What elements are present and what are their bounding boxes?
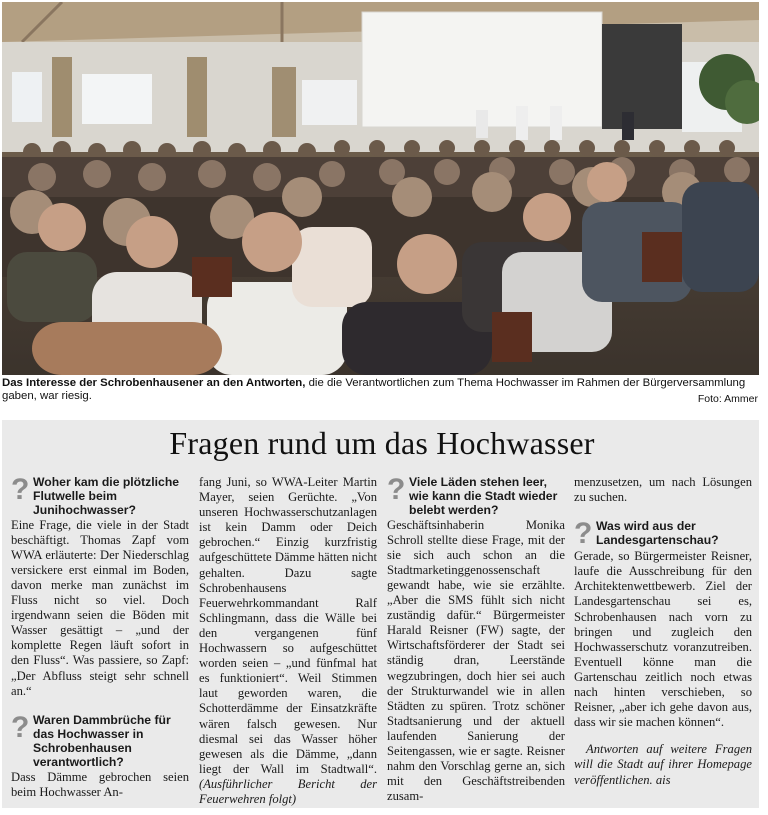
question-text: Was wird aus der Landesgartenschau? — [596, 519, 719, 548]
photo-credit: Foto: Ammer — [697, 393, 758, 405]
question-4 — [574, 519, 752, 549]
question-mark-icon: ? — [387, 473, 406, 506]
photo-caption — [2, 377, 759, 404]
answer-continued — [199, 475, 377, 807]
column-1 — [11, 475, 189, 800]
caption-lead: Das Interesse der Schrobenhausener an den Antworten, — [2, 377, 306, 389]
answer-1: Eine Frage, die viele in der Stadt beschäftigt. Thomas Zapf vom WWA erläuterte: Der Niederschlag versickere erst einmal im Boden, davon merke man zunächst im Fluss nicht so viel. Doch irgendwann seien die Böden mit Wasser gesättigt – „und der komplette Regen läuft sofort in den Fluss“. Was passiere, so Zapf: „Der Abfluss steigt sehr schnell an.“ — [11, 517, 189, 698]
question-mark-icon: ? — [11, 473, 30, 506]
answer-text: fang Juni, so WWA-Leiter Martin Mayer, seien Gerüchte. „Von unseren Hochwasserschutzanlagen ist kein Damm oder Deich gebrochen.“ Einzig kurzfristig aufgeschüttete Dämme hätten nicht gehalten. Dazu sagte Schrobenhausens Feuerwehrkommandant Ralf Schlingmann, dass die Wälle bei den vergangenen fünf Hochwassern so aufgeschüttet worden seien – „und fünfmal hat es funktioniert“. Weil Stimmen laut geworden waren, die Schotterdämme der Einsatzkräfte wären falsch gewesen. Nur diesmal sei das Wasser höher gewesen als die Dämme, „dann liegt der Wall im Stadtwall“. — [199, 475, 377, 776]
answer-3: Geschäftsinhaberin Monika Schroll stellte diese Frage, mit der sie sich auch schon an die Stadtmarketinggenossenschaft gewandt habe, wie sie erzählte. „Aber die SMS fühlt sich nicht zuständig dafür.“ Bürgermeister Harald Reisner (FW) sagte, der Wirtschaftsförderer der Stadt sei ständig dran, Leerstände wegzubringen, doch hier sei auch der Strukturwandel wie in allen Städten zu spüren. Trotz schöner Stadtsanierung und der aktuell laufenden Sanierung der Seitengassen, wie er sagte. Reisner nahm den Vorschlag gerne an, sich mit den Geschäftstreibenden zusam- — [387, 517, 565, 804]
answer-3-continued: menzusetzen, um nach Lösungen zu suchen. — [574, 475, 752, 505]
question-text: Waren Dammbrüche für das Hochwasser in Schrobenhausen verantwortlich? — [33, 712, 171, 770]
question-3 — [387, 475, 565, 518]
question-text: Woher kam die plötzliche Flutwelle beim Junihochwasser? — [33, 475, 180, 518]
question-1 — [11, 475, 189, 518]
column-3 — [387, 475, 565, 804]
question-mark-icon: ? — [11, 710, 30, 744]
column-4 — [574, 475, 752, 788]
question-2 — [11, 710, 189, 770]
question-mark-icon: ? — [574, 517, 593, 551]
answer-note: (Ausführlicher Bericht der Feuerwehren folgt) — [199, 776, 377, 806]
answer-2: Dass Dämme gebrochen seien beim Hochwasser An- — [11, 769, 189, 799]
audience-photo-icon — [2, 2, 759, 375]
question-text: Viele Läden stehen leer, wie kann die Stadt wieder belebt werden? — [409, 475, 558, 518]
closing-note: Antworten auf weitere Fragen will die Stadt auf ihrer Homepage veröffentlichen. ais — [574, 742, 752, 787]
caption-text: die die Verantwortlichen zum Thema Hochwasser im Rahmen der Bürgerversammlung gaben, war riesig. — [2, 377, 746, 403]
headline: Fragen rund um das Hochwasser — [169, 425, 595, 461]
answer-4: Gerade, so Bürgermeister Reisner, laufe die Ausschreibung für den Architektenwettbewerb. Ziel der Landesgartenschau sei es, Schrobenhausen nach vorn zu bringen und zugleich den Hochwasserschutz voranzutreiben. Eventuell könne man die Gartenschau zeitlich noch etwas nach hinten verschieben, so Reisner, „aber ich gehe davon aus, dass wir sie machen können“. — [574, 549, 752, 730]
audience-photo — [2, 2, 759, 375]
column-2 — [199, 475, 377, 807]
